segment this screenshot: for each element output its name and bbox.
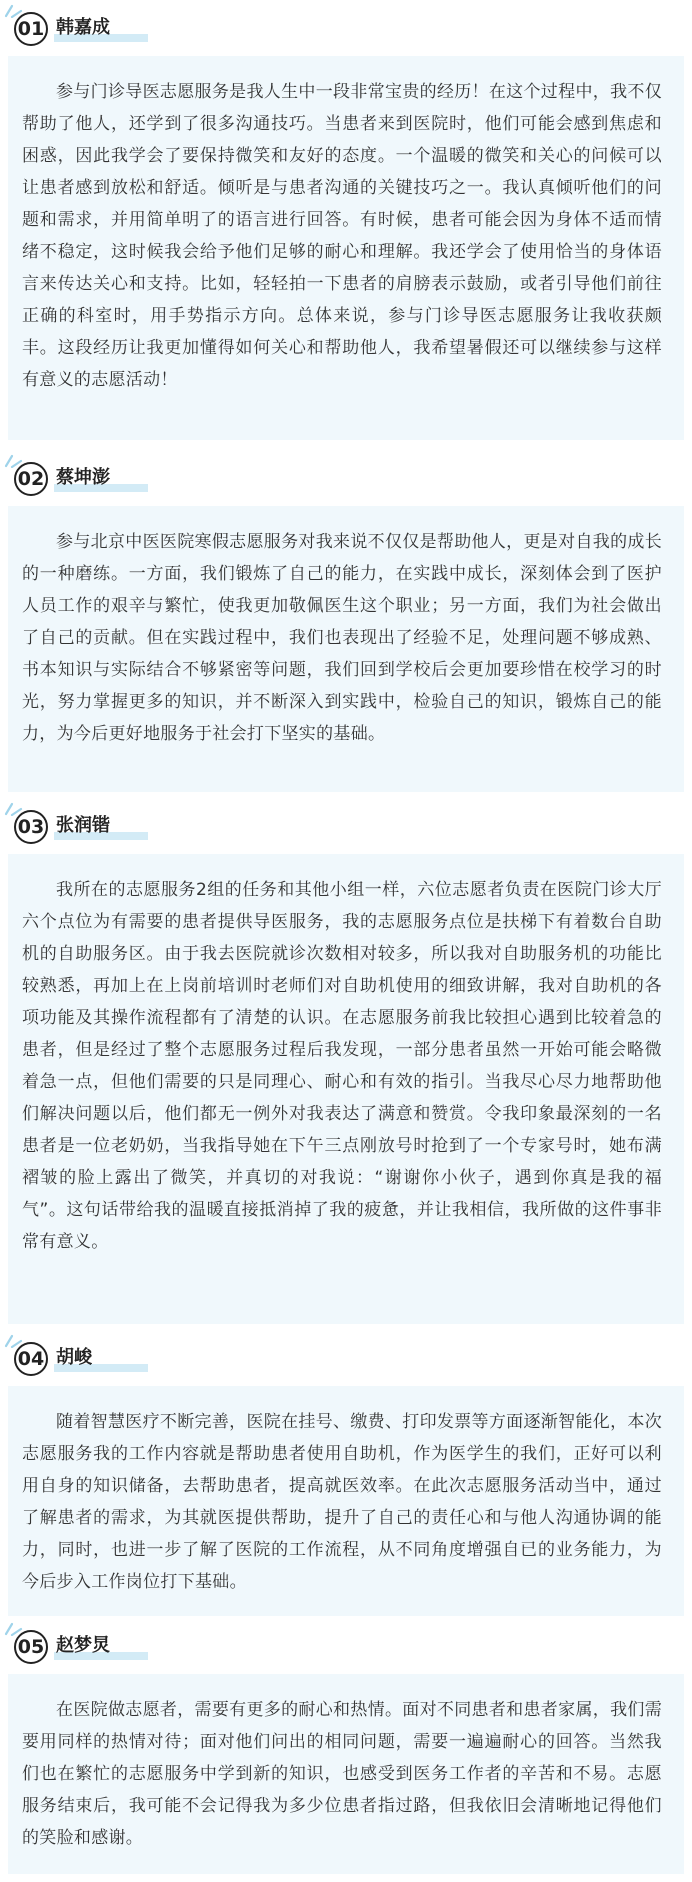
section-header (0, 1330, 692, 1380)
section-number-badge: 02 (14, 462, 48, 496)
volunteer-name: 胡峻 (56, 1347, 92, 1368)
section-number-badge: 04 (14, 1342, 48, 1376)
reflection-text: 我所在的志愿服务2组的任务和其他小组一样，六位志愿者负责在医院门诊大厅六个点位为有需要的患者提供导医服务，我的志愿服务点位是扶梯下有着数台自助机的自助服务区。由于我去医院就诊次数相对较多，所以我对自助服务机的功能比较熟悉，再加上在上岗前培训时老师们对自助机使用的细致讲解，我对自助机的各项功能及其操作流程都有了清楚的认识。在志愿服务前我比较担心遇到比较着急的患者，但是经过了整个志愿服务过程后我发现，一部分患者虽然一开始可能会略微着急一点，但他们需要的只是同理心、耐心和有效的指引。当我尽心尽力地帮助他们解决问题以后，他们都无一例外对我表达了满意和赞赏。令我印象最深刻的一名患者是一位老奶奶，当我指导她在下午三点刚放号时抢到了一个专家号时，她布满褶皱的脸上露出了微笑，并真切的对我说：“谢谢你小伙子，遇到你真是我的福气”。这句话带给我的温暖直接抵消掉了我的疲惫，并让我相信，我所做的这件事非常有意义。 (22, 880, 662, 1252)
section-number-badge: 05 (14, 1630, 48, 1664)
section-body (8, 1386, 684, 1616)
section-header (0, 0, 692, 50)
section-header (0, 798, 692, 848)
section-body (8, 854, 684, 1324)
section-header (0, 1618, 692, 1668)
section-body (8, 56, 684, 440)
section-number-badge: 03 (14, 810, 48, 844)
section-05 (0, 1618, 692, 1848)
reflection-text: 参与北京中医医院寒假志愿服务对我来说不仅仅是帮助他人，更是对自我的成长的一种磨练。一方面，我们锻炼了自己的能力，在实践中成长，深刻体会到了医护人员工作的艰辛与繁忙，使我更加敬佩医生这个职业；另一方面，我们为社会做出了自己的贡献。但在实践过程中，我们也表现出了经验不足，处理问题不够成熟、书本知识与实际结合不够紧密等问题，我们回到学校后会更加要珍惜在校学习的时光，努力掌握更多的知识，并不断深入到实践中，检验自己的知识，锻炼自己的能力，为今后更好地服务于社会打下坚实的基础。 (22, 532, 662, 744)
section-number-badge: 01 (14, 12, 48, 46)
section-01 (0, 0, 692, 390)
reflection-text: 随着智慧医疗不断完善，医院在挂号、缴费、打印发票等方面逐渐智能化，本次志愿服务我的工作内容就是帮助患者使用自助机，作为医学生的我们，正好可以利用自身的知识储备，去帮助患者，提高就医效率。在此次志愿服务活动当中，通过了解患者的需求，为其就医提供帮助，提升了自己的责任心和与他人沟通协调的能力，同时，也进一步了解了医院的工作流程，从不同角度增强自已的业务能力，为今后步入工作岗位打下基础。 (22, 1412, 662, 1592)
section-03 (0, 798, 692, 1252)
volunteer-name: 赵梦炅 (56, 1635, 110, 1656)
reflection-text: 参与门诊导医志愿服务是我人生中一段非常宝贵的经历！在这个过程中，我不仅帮助了他人，还学到了很多沟通技巧。当患者来到医院时，他们可能会感到焦虑和困惑，因此我学会了要保持微笑和友好的态度。一个温暖的微笑和关心的问候可以让患者感到放松和舒适。倾听是与患者沟通的关键技巧之一。我认真倾听他们的问题和需求，并用简单明了的语言进行回答。有时候，患者可能会因为身体不适而情绪不稳定，这时候我会给予他们足够的耐心和理解。我还学会了使用恰当的身体语言来传达关心和支持。比如，轻轻拍一下患者的肩膀表示鼓励，或者引导他们前往正确的科室时，用手势指示方向。总体来说，参与门诊导医志愿服务让我收获颇丰。这段经历让我更加懂得如何关心和帮助他人，我希望暑假还可以继续参与这样有意义的志愿活动！ (22, 82, 662, 390)
section-body (8, 1674, 684, 1874)
volunteer-name: 韩嘉成 (56, 17, 110, 38)
reflection-text: 在医院做志愿者，需要有更多的耐心和热情。面对不同患者和患者家属，我们需要用同样的热情对待；面对他们问出的相同问题，需要一遍遍耐心的回答。当然我们也在繁忙的志愿服务中学到新的知识，也感受到医务工作者的辛苦和不易。志愿服务结束后，我可能不会记得我为多少位患者指过路，但我依旧会清晰地记得他们的笑脸和感谢。 (22, 1700, 662, 1848)
volunteer-name: 张润锴 (56, 815, 110, 836)
section-02 (0, 450, 692, 744)
section-body (8, 506, 684, 792)
section-04 (0, 1330, 692, 1592)
section-header (0, 450, 692, 500)
volunteer-name: 蔡坤澎 (56, 467, 110, 488)
